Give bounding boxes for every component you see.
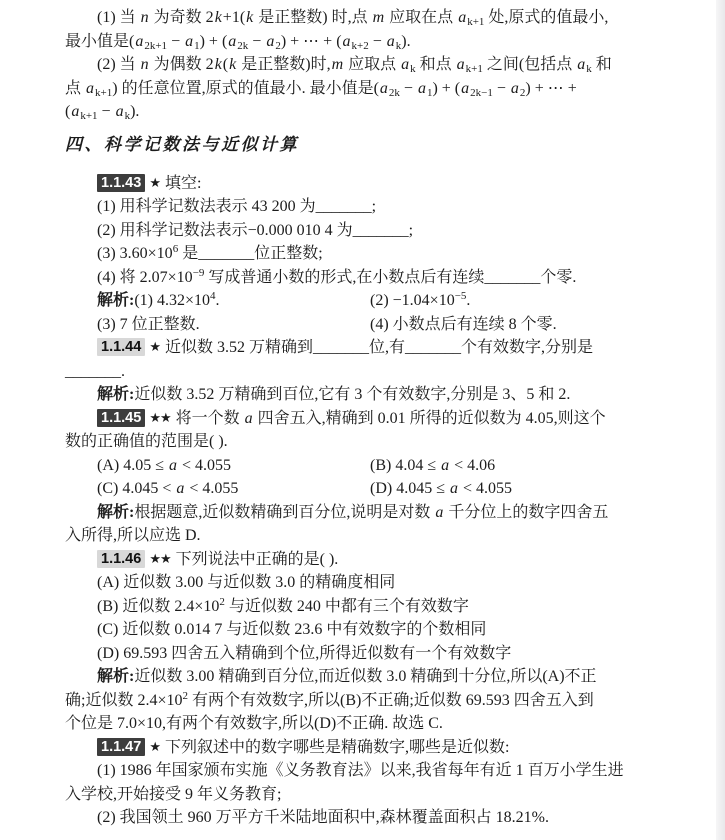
line-text: (1) 1986 年国家颁布实施《义务教育法》以来,我省每年有近 1 百万小学生进 [97, 762, 624, 779]
problem-line-1.1.47 [65, 736, 663, 760]
difficulty-stars-icon: ★★ [149, 410, 171, 426]
text-line [65, 289, 663, 313]
line-text: 将一个数 a 四舍五入,精确到 0.01 所得的近似数为 4.05,则这个 [175, 409, 606, 427]
line-text: (B) 近似数 $2.4\times 10^2$ 与近似数 240 中都有三个有效数字 [97, 595, 469, 615]
difficulty-stars-icon: ★ [149, 739, 160, 755]
text-line [65, 360, 663, 384]
difficulty-stars-icon: ★ [149, 175, 160, 191]
line-column-1: (C) 4.045 < a < 4.055 [97, 480, 239, 497]
line-text: 最小值是$(a_{2k+1} - a_1) + (a_{2k} - a_2)$ + ⋯ + $(a_{k+2} - a_k)$. [65, 32, 411, 52]
text-line [65, 759, 663, 783]
text-line [65, 195, 663, 219]
line-text: 根据题意,近似数精确到百分位,说明是对数 a 千分位上的数字四舍五 [134, 503, 609, 521]
text-line [65, 242, 663, 266]
line-column-2: (4) 小数点后有连续 8 个零. [370, 315, 557, 333]
text-line [65, 454, 663, 478]
text-line [65, 571, 663, 595]
line-text: _______. [65, 362, 125, 380]
text-line [65, 665, 663, 689]
text-line [65, 642, 663, 666]
line-text: 入所得,所以应选 D. [65, 527, 201, 544]
line-text: $(a_{k+1} - a_k)$. [65, 103, 140, 122]
text-line [65, 100, 663, 124]
difficulty-stars-icon: ★★ [149, 551, 171, 567]
line-text: 填空: [164, 174, 202, 192]
text-line [65, 712, 663, 736]
problem-line-1.1.46 [65, 548, 663, 572]
text-line [65, 266, 663, 290]
line-text: (4) 将 $2.07\times 10^{-9}$ 写成普通小数的形式,在小数点后有连续_______个零. [97, 266, 577, 286]
problem-line-1.1.45 [65, 407, 663, 431]
line-column-1: (3) 7 位正整数. [97, 315, 200, 333]
text-line [65, 783, 663, 807]
line-text: 近似数 3.52 万精确到_______位,有_______个有效数字,分别是 [164, 339, 593, 356]
text-line [65, 595, 663, 619]
analysis-label: 解析: [97, 668, 135, 685]
line-text: (D) 69.593 四舍五入精确到个位,所得近似数有一个有效数字 [97, 644, 512, 662]
text-line [65, 383, 663, 407]
line-column-2: $(2) -1.04\times 10^{-5}$. [370, 290, 471, 309]
problem-line-1.1.44 [65, 336, 663, 360]
line-text: (2) 用科学记数法表示−0.000 010 4 为_______; [97, 221, 414, 239]
line-text: 下列说法中正确的是( ). [175, 550, 339, 568]
line-text: (1) 当 n 为奇数 2k+1(k 是正整数) 时,点 m 应取在点 $a_{k+1}$ 处,原式的值最小, [97, 9, 609, 28]
text-line [65, 30, 663, 54]
text-line [65, 77, 663, 101]
line-text: 下列叙述中的数字哪些是精确数字,哪些是近似数: [164, 738, 510, 756]
text-line [65, 6, 663, 30]
line-text: 数的正确值的范围是( ). [65, 433, 228, 450]
line-text: 近似数 3.52 万精确到百位,它有 3 个有效数字,分别是 3、5 和 2. [134, 386, 571, 403]
line-text: (A) 近似数 3.00 与近似数 3.0 的精确度相同 [97, 574, 396, 591]
line-text: (1) 用科学记数法表示 43 200 为_______; [97, 198, 377, 215]
line-text: (2) 我国领土 960 万平方千米陆地面积中,森林覆盖面积占 18.21%. [97, 809, 549, 826]
line-text: 确;近似数 $2.4\times 10^2$ 有两个有效数字,所以(B)不正确;近似数 69.593 四舍五入到 [65, 689, 594, 709]
line-column-2: (B) 4.04 ≤ a < 4.06 [370, 456, 496, 474]
section-heading: 四、科学记数法与近似计算 [65, 134, 299, 154]
text-line [65, 477, 663, 501]
text-line [65, 430, 663, 454]
line-text: 近似数 3.00 精确到百分位,而近似数 3.0 精确到十分位,所以(A)不正 [134, 668, 597, 685]
text-line [65, 53, 663, 77]
line-text: (2) 当 n 为偶数 2k(k 是正整数)时,m 应取点 $a_k$ 和点 $a_{k+1}$ 之间(包括点 $a_k$ 和 [97, 56, 612, 75]
line-text: (C) 近似数 0.014 7 与近似数 23.6 中有效数字的个数相同 [97, 621, 487, 638]
line-column-1: (1) $4.32\times 10^4$. [134, 290, 220, 309]
line-column-1: (A) 4.05 ≤ a < 4.055 [97, 456, 232, 474]
problem-number-badge: 1.1.44 [97, 338, 145, 356]
line-column-2: (D) 4.045 ≤ a < 4.055 [370, 480, 513, 497]
analysis-label: 解析: [97, 292, 135, 309]
problem-number-badge: 1.1.45 [97, 409, 145, 427]
text-line [65, 524, 663, 548]
text-line [65, 219, 663, 243]
text-line [65, 313, 663, 337]
text-line [65, 501, 663, 525]
text-line [65, 689, 663, 713]
difficulty-stars-icon: ★ [149, 340, 160, 355]
line-text: 入学校,开始接受 9 年义务教育; [65, 785, 282, 803]
problem-number-badge: 1.1.47 [97, 738, 145, 756]
line-text: 个位是 7.0×10,有两个有效数字,所以(D)不正确. 故选 C. [65, 715, 443, 732]
problem-number-badge: 1.1.46 [97, 550, 145, 568]
text-line [65, 806, 663, 830]
problem-line-1.1.43 [65, 172, 663, 196]
problem-number-badge: 1.1.43 [97, 174, 145, 192]
line-text: (3) $3.60\times 10^6$ 是_______位正整数; [97, 243, 323, 262]
text-line [65, 618, 663, 642]
analysis-label: 解析: [97, 386, 135, 403]
analysis-label: 解析: [97, 503, 135, 521]
page-content [65, 6, 663, 830]
line-text: 点 $a_{k+1}$) 的任意位置,原式的值最小. 最小值是$(a_{2k} - a_1) + (a_{2k-1} - a_2)$ + ⋯ + [65, 79, 577, 99]
page-edge-strip [716, 0, 725, 840]
